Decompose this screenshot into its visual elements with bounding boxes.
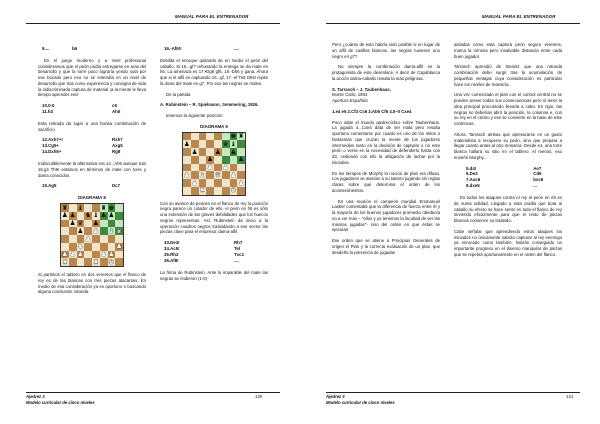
square-h1 <box>115 258 123 266</box>
paragraph: aisladas como esta captura peón seguro veremos, marca la mínima pero insalvable distancia entre cada buen jugador. <box>454 42 562 59</box>
move-list <box>42 103 146 115</box>
move-black: .... <box>234 257 239 263</box>
chess-piece-c3: ♞ <box>77 242 84 251</box>
square-f1 <box>100 258 108 266</box>
chess-piece-b6: ♟ <box>69 219 76 228</box>
move-black: Dc7 <box>112 183 121 189</box>
header-rule <box>326 23 580 24</box>
square-a2 <box>183 179 191 187</box>
paragraph: Ahora, Tarrasch ambas que apresurarse en un gusto materialista a recuperar su peón, sino que prepara a llegar cuanto antes al otro monarca. Desde e1, una torre blanca hallará su sitio en el tablero. Al menos, eso enseñó Morphy... <box>454 131 562 160</box>
page-number: 121 <box>566 394 574 399</box>
right-column-2 <box>454 42 562 263</box>
square-d7 <box>84 212 92 220</box>
move-number: 14.Dxh5+ <box>42 149 62 155</box>
chess-piece-h8: ♜ <box>238 132 245 141</box>
chess-piece-e3: ♛ <box>214 170 221 179</box>
game-place: Monte Carlo, 1903 <box>332 92 368 98</box>
square-f2 <box>222 179 230 187</box>
square-g5 <box>230 156 238 164</box>
square-c5 <box>77 227 85 235</box>
right-column-1 <box>332 42 440 260</box>
move-number: 6.De2 <box>466 171 478 177</box>
square-f5 <box>100 227 108 235</box>
move-number: 12.Axh7+! <box>42 137 63 143</box>
chess-piece-c3: ♝ <box>199 170 206 179</box>
square-c8 <box>199 133 207 141</box>
square-e2 <box>214 179 222 187</box>
footer-rule <box>26 392 280 393</box>
paragraph: Con su avance de peones en el flanco de rey la posición negra parece un colador de ello, el peón en h5 es sólo una extensión de las graves debilidades que los huecos negros representan. Así, Rubinstein da inicio a la operación cuadros negros trasladando a ese sector las piezas clave para el empresa: dama-alfil. <box>160 200 268 235</box>
square-d1 <box>206 187 214 195</box>
square-a5 <box>61 227 69 235</box>
paragraph: Ese orden que se atiene a Principios Generales de origen el Plan y la correcta evaluación de un plan, que desdeña la presencia de jugadas <box>332 238 440 255</box>
square-f6 <box>100 220 108 228</box>
footer-line-1: Ajedrez 3 <box>326 394 345 399</box>
square-e3 <box>214 171 222 179</box>
chess-piece-a7: ♟ <box>61 211 68 220</box>
move-line <box>164 258 268 264</box>
square-d2 <box>84 251 92 259</box>
square-e6 <box>214 148 222 156</box>
square-d5 <box>84 227 92 235</box>
square-b8 <box>191 133 199 141</box>
move-white <box>72 183 112 189</box>
paragraph: En el juego moderno y a nivel profesional consideramos que el peón podía entregarse en aras del desarrollo y que la torre poco lograría yendo sola por ese bocado pero eso no se entendía en un nivel de desarrollo que tras como experiencia y consigna de vida la indiscriminada captura de material ¡a la mente le lleva tiempo aprender eso! <box>38 57 146 98</box>
chess-board-diagram-8 <box>60 203 124 267</box>
move-black: Rh7 <box>234 240 243 246</box>
chess-piece-e7: ♝ <box>92 211 99 220</box>
paragraph: Esta retirada da lugar a una bonita combinación de sacrificio <box>38 120 146 132</box>
square-e1 <box>214 187 222 195</box>
running-header: MANUAL PARA EL ENTRENADOR <box>175 14 249 19</box>
square-b6 <box>69 220 77 228</box>
square-b4 <box>69 235 77 243</box>
square-g1 <box>108 258 116 266</box>
game-header <box>332 87 440 104</box>
square-a6 <box>183 148 191 156</box>
square-f1 <box>222 187 230 195</box>
move-black: Txc1 <box>234 251 245 257</box>
move-white <box>194 258 234 264</box>
chess-piece-b2: ♟ <box>69 250 76 259</box>
chess-piece-a3: ♟ <box>183 170 190 179</box>
chess-piece-g1: ♚ <box>230 186 237 195</box>
chess-piece-h5: ♛ <box>116 226 123 235</box>
move-white <box>194 46 234 52</box>
right-page <box>300 0 600 424</box>
square-a4 <box>61 235 69 243</box>
footer <box>326 394 395 405</box>
square-d6 <box>84 220 92 228</box>
move-line <box>164 46 268 52</box>
paragraph: De la partida <box>166 91 191 97</box>
square-f3 <box>222 171 230 179</box>
move-white <box>72 109 112 115</box>
game-players: A. Rubinstein – R. Spielmann, Semmering, 1926. <box>160 102 259 108</box>
square-e4 <box>92 235 100 243</box>
chess-piece-d7: ♞ <box>85 211 92 220</box>
chess-piece-f2: ♟ <box>100 250 107 259</box>
move-black: Ah5 <box>112 109 121 115</box>
paragraph: No siempre la combinación dama-alfil es la protagonista de este desenlace. A decir de Capablanca la acción dama-caballo resulta la más peligrosa. <box>332 64 440 81</box>
square-a6 <box>61 220 69 228</box>
move-line <box>466 183 562 189</box>
move-number: 9.... <box>42 46 50 51</box>
game-moves: 1.e4 e5 2.Cf3 Cc6 3.Ab5 Cf6 4.0–0 Cxe4 <box>332 108 412 114</box>
chess-piece-d4: ♟ <box>207 163 214 172</box>
square-e3 <box>92 243 100 251</box>
chess-piece-b2: ♟ <box>191 178 198 187</box>
chess-piece-d4: ♟ <box>85 234 92 243</box>
move-black: Rg8 <box>112 149 121 155</box>
game-opening: Apertura Española <box>332 98 368 103</box>
square-g3 <box>230 171 238 179</box>
chess-piece-b7: ♟ <box>69 211 76 220</box>
chess-piece-f8: ♜ <box>100 203 107 212</box>
chess-piece-e1: ♜ <box>92 257 99 266</box>
footer-line-2: Modelo curricular de cinco niveles <box>26 399 95 405</box>
move-number: 34.Ac5! <box>164 246 180 252</box>
square-c6 <box>199 148 207 156</box>
chess-piece-g1: ♚ <box>108 257 115 266</box>
square-h4 <box>237 164 245 172</box>
chess-piece-e5: ♟ <box>92 226 99 235</box>
square-f6 <box>222 148 230 156</box>
chess-piece-g5: ♝ <box>108 226 115 235</box>
chess-piece-h2: ♟ <box>238 178 245 187</box>
paragraph: En una reunión el campeón mundial Emmanuel Lasker comentaba que la diferencia de fuerza entre él y la mayoría de los buenos jugadores promedio obedecía no a ver más – "ellos y yo tenemos la facultad de ver las mismas jugadas"- sino del orden en que éstas se ejecutan. <box>332 198 440 233</box>
paragraph: En los tiempos de Morphy la noción de plan era difusa. Los jugadores se atenían a su talento jugando sin reglas claras sobre qué determina el orden de los acontecimientos. <box>332 170 440 193</box>
square-d4 <box>206 164 214 172</box>
header-rule <box>26 23 280 24</box>
chess-piece-b6: ♟ <box>191 147 198 156</box>
move-black: Ae7 <box>533 165 542 171</box>
square-a3 <box>183 171 191 179</box>
chess-piece-c8: ♝ <box>77 203 84 212</box>
square-c5 <box>199 156 207 164</box>
move-list <box>42 137 146 155</box>
square-b7 <box>191 140 199 148</box>
square-h7 <box>115 212 123 220</box>
square-h8 <box>237 133 245 141</box>
square-g7 <box>230 140 238 148</box>
square-g6 <box>230 148 238 156</box>
chess-piece-d5: ♟ <box>207 155 214 164</box>
square-d1 <box>84 258 92 266</box>
square-d3 <box>206 171 214 179</box>
paragraph: Pero ¿cuánto de esto habría sido posible si en lugar de un alfil de casillas blancas, las negras tuviesen uno negro en g7? <box>332 42 440 59</box>
paragraph: Indiscutiblemente la alternativa era 14...Ah6 aunque tras 15.g4 Th6! estamos en términos de mate con torre y dama conocidos. <box>38 161 146 178</box>
chess-piece-c2: ♟ <box>77 250 84 259</box>
square-d2 <box>206 179 214 187</box>
move-black: Cd6 <box>533 171 542 177</box>
square-b3 <box>191 171 199 179</box>
move-number: 13.Cg5+ <box>42 143 59 149</box>
chess-piece-c1: ♜ <box>199 186 206 195</box>
page-number: 120 <box>255 394 263 399</box>
square-b5 <box>191 156 199 164</box>
square-c8 <box>77 204 85 212</box>
left-column-1 <box>38 42 146 300</box>
move-number: 15.Ag5 <box>42 183 57 189</box>
square-h3 <box>115 243 123 251</box>
square-c3 <box>199 171 207 179</box>
diagram-title: DIAGRAMA 8 <box>78 195 106 201</box>
move-black: ... <box>533 183 537 189</box>
chess-piece-f4: ♟ <box>222 163 229 172</box>
square-d3 <box>84 243 92 251</box>
move-black: bxc6 <box>533 177 544 183</box>
square-e5 <box>214 156 222 164</box>
square-h5 <box>237 156 245 164</box>
chess-piece-f7: ♟ <box>100 211 107 220</box>
move-line <box>42 149 146 155</box>
square-h8 <box>115 204 123 212</box>
square-h1 <box>237 187 245 195</box>
paragraph: Cabe señalar que aprendiendo estos ataques los iniciados no únicamente sabrán capturar al rey enemigo ya enrocado como también, habrán conseguido un importante progreso en el diverso manipular de piezas que se repetirá oportunamente en el orden del flanco. <box>454 228 562 257</box>
move-line <box>42 183 146 189</box>
square-b4 <box>191 164 199 172</box>
square-d4 <box>84 235 92 243</box>
move-black: Tel <box>234 246 241 252</box>
square-f2 <box>100 251 108 259</box>
paragraph: La firma de Rubinstein. Ante lo imparable del mate las negras se rindieron (1-0) <box>160 269 268 281</box>
move-black <box>112 46 142 52</box>
chess-board-diagram-9 <box>182 132 246 196</box>
chess-piece-g6: ♟ <box>230 147 237 156</box>
chess-piece-g8: ♚ <box>230 132 237 141</box>
move-white: b6 <box>72 46 78 51</box>
square-a1 <box>183 187 191 195</box>
move-black: Axg5 <box>112 143 123 149</box>
paragraph: tenemos la siguiente posición: <box>166 113 224 119</box>
square-g7 <box>108 212 116 220</box>
square-h2 <box>115 251 123 259</box>
square-d8 <box>206 133 214 141</box>
square-c1 <box>199 187 207 195</box>
chess-piece-a1: ♜ <box>61 257 68 266</box>
move-number: 8.dxe5 <box>466 183 480 189</box>
move-number: 35.Rh2 <box>164 251 179 257</box>
square-c7 <box>199 140 207 148</box>
move-number: 16.-Af6!! <box>164 46 182 51</box>
chess-piece-e6: ♟ <box>214 147 221 156</box>
chess-piece-e6: ♟ <box>92 219 99 228</box>
move-white <box>72 149 112 155</box>
chess-piece-f7: ♛ <box>222 139 229 148</box>
square-b5 <box>69 227 77 235</box>
move-black: .... <box>234 46 239 51</box>
square-h5 <box>115 227 123 235</box>
chess-piece-a7: ♟ <box>183 139 190 148</box>
chess-piece-a2: ♟ <box>61 250 68 259</box>
move-number: 36.Af8! <box>164 257 179 263</box>
paragraph: Una vez comenzado el plan con el control central no se pueden prever todas sus consecuencias pero sí tener la idea principal procurando llevarla a cabo. En rigor, las negras no deberían abrir la posición, la columna e, con su rey en el centro y ese se convierte en la base de este contrincas. <box>454 92 562 126</box>
square-d7 <box>206 140 214 148</box>
square-b1 <box>69 258 77 266</box>
square-g5 <box>108 227 116 235</box>
footer-rule <box>326 392 580 393</box>
square-e8 <box>214 133 222 141</box>
chess-piece-g8: ♚ <box>108 203 115 212</box>
square-a7 <box>183 140 191 148</box>
paragraph: En todos los ataques contra el rey el peón en e5 es de suma utilidad. Llegado a esta casilla que bota al caballo su efecto se hace sentir en todo el flanco de rey sirviendo eficazmente para que el resto de piezas blancas comience su traslado. <box>454 195 562 224</box>
diagram-title: DIAGRAMA 9 <box>200 123 228 129</box>
chess-piece-g2: ♟ <box>108 250 115 259</box>
square-g4 <box>108 235 116 243</box>
square-e7 <box>214 140 222 148</box>
square-a5 <box>183 156 191 164</box>
footer-line-1: Ajedrez 3 <box>26 394 45 399</box>
paragraph: Si partimos el tablero en dos veremos que el flanco de rey es de las blancas con tres piezas atacantes. En medio de esa consideración ya es oportuno e buscando alguna conclusión rotunda. <box>38 272 146 295</box>
square-h7 <box>237 140 245 148</box>
square-c1 <box>77 258 85 266</box>
square-f7 <box>222 140 230 148</box>
square-b2 <box>69 251 77 259</box>
move-black: c5 <box>112 103 117 109</box>
move-white <box>495 183 533 189</box>
running-header: MANUAL PARA EL ENTRENADOR <box>482 14 556 19</box>
chess-piece-c5: ♟ <box>77 226 84 235</box>
chess-piece-g7: ♟ <box>108 211 115 220</box>
square-h2 <box>237 179 245 187</box>
chess-piece-g3: ♟ <box>230 170 237 179</box>
footer-line-2: Modelo curricular de cinco niveles <box>326 399 395 405</box>
chess-piece-h5: ♟ <box>238 155 245 164</box>
board-grid <box>183 133 245 195</box>
square-b2 <box>191 179 199 187</box>
move-number: 10.0-0 <box>42 103 55 109</box>
move-line <box>42 109 146 115</box>
square-f4 <box>222 164 230 172</box>
square-b1 <box>191 187 199 195</box>
square-f7 <box>100 212 108 220</box>
footer <box>26 394 95 405</box>
square-a7 <box>61 212 69 220</box>
paragraph: Poco sabe el mundo ajedrecístico sobre Taubenhaus. La jugada 4...Cxe4 data de ser mala pero resulta oportuno comentarse por cuanto es uno de los mitos o fantasmas que cruzan la mente de los jugadores intermedios tanto en la decisión de capturar o no este peón o verse en la necesidad de defenderlo hasta con d3, cediendo con ello la obligación de luchar por la iniciativa. <box>332 119 440 165</box>
move-list <box>164 240 268 264</box>
move-number: 7.Axc6 <box>466 177 481 183</box>
square-e5 <box>92 227 100 235</box>
move-black: Rxh7 <box>112 137 123 143</box>
game-players: S. Tarrasch – J. Taubenhaus, <box>332 86 391 92</box>
square-g1 <box>230 187 238 195</box>
chess-piece-g7: ♝ <box>230 139 237 148</box>
board-grid <box>61 204 123 266</box>
square-e1 <box>92 258 100 266</box>
move-list <box>466 166 562 190</box>
move-number: 11.h3 <box>42 109 53 115</box>
square-b6 <box>191 148 199 156</box>
paragraph: Tarrasch aprendió de Steinitz que una rotunda combinación debe surgir tras la acumulación de pequeñas ventajas cuya consideración es particular hace los niveles de maestría. <box>454 64 562 87</box>
chess-piece-c6: ♛ <box>77 219 84 228</box>
square-h3 <box>237 171 245 179</box>
chess-piece-h3: ♟ <box>116 242 123 251</box>
chess-piece-a8: ♜ <box>61 203 68 212</box>
move-line <box>42 46 146 52</box>
left-column-2 <box>160 42 268 286</box>
square-a1 <box>61 258 69 266</box>
square-c2 <box>77 251 85 259</box>
move-number: 5.d4! <box>466 165 477 171</box>
move-number: 33.De3! <box>164 240 180 246</box>
paragraph: Debilita el enroque quitando de en medio el peón del caballo. Si 16...gf? rehusando la entrega se da mate en h6. La amenaza es 17.•Dg6 gf6, 18.-Dh6 y gana. Ahora que si el alfil es capturado 16...gf, 17.-ef Te8 Dh6! repite la dosis del mate en g7. Por eso las negras se rinden. <box>160 57 268 86</box>
square-f4 <box>100 235 108 243</box>
